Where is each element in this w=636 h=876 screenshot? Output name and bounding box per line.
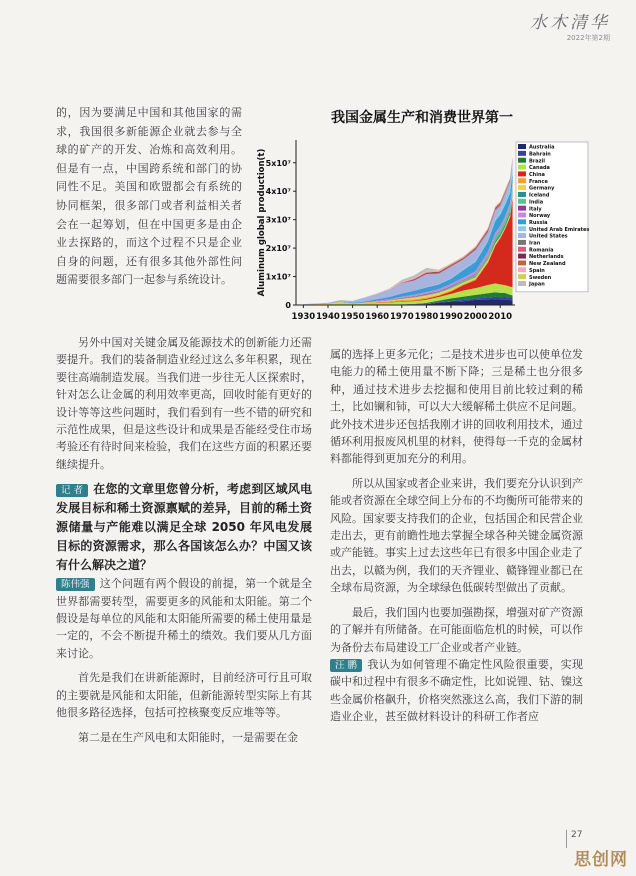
masthead (530, 8, 610, 43)
legend-label: Australia (529, 144, 555, 151)
legend-label: Norway (529, 213, 551, 220)
x-tick-label: 1980 (414, 312, 439, 322)
question-text: 在您的文章里您曾分析，考虑到区域风电发展目标和稀土资源禀赋的差异，目前的稀土资源储量与产能难以满足全球 2050 年风电发展目标的资源需求，那么各国该怎么办？中国又该有什么解决之道？ (56, 482, 312, 573)
legend-label: United Arab Emirates (529, 226, 590, 233)
legend-swatch (518, 151, 526, 156)
answer-text: 这个问题有两个假设的前提，第一个就是全世界都需要转型，需要更多的风能和太阳能。第二个假设是每单位的风能和太阳能所需要的稀土使用量是一定的，不会不断提升稀土的绩效。我们要从几方面来讨论。 (56, 577, 312, 660)
chart-title: 我国金属生产和消费世界第一 (331, 110, 513, 126)
legend-label: Spain (529, 267, 545, 274)
legend-swatch (518, 165, 526, 170)
legend-label: Sweden (529, 274, 552, 281)
x-tick-label: 1930 (291, 312, 316, 322)
question-text: 我认为如何管理不确定性风险很重要，实现碳中和过程中有很多不确定性，比如说锂、钴、镍这些金属价格飙升，价格突然涨这么高，我们下游的制造业企业，甚至做材料设计的科研工作者应 (330, 657, 583, 724)
legend-label: Brazil (529, 158, 545, 165)
legend-label: Italy (529, 206, 542, 213)
y-tick-label: 0 (285, 301, 291, 310)
paragraph: 属的选择上更多元化；二是技术进步也可以使单位发电能力的稀土使用量不断下降；三是稀土也分很多种，通过技术进步去挖掘和使用目前比较过剩的稀土，比如镧和铈，可以大大缓解稀土供应不足问题。此外技术进步还包括我刚才讲的回收利用技术，通过循环利用报废风机里的材料，使得每一千克的金属材料都能得到更加充分的利用。 (330, 348, 583, 466)
legend-label: India (529, 199, 544, 206)
legend-swatch (518, 192, 526, 197)
legend-swatch (518, 206, 526, 211)
legend-swatch (518, 185, 526, 190)
legend-label: Russia (529, 219, 548, 226)
x-tick-label: 2000 (463, 312, 488, 322)
legend-label: China (529, 172, 545, 178)
question-1 (56, 480, 312, 575)
legend-swatch (518, 213, 526, 218)
paragraph: 第二是在生产风电和太阳能时，一是需要在金 (78, 730, 298, 744)
watermark: 思创网 (574, 850, 628, 870)
legend-swatch (518, 219, 526, 224)
y-tick-label: 2x10⁷ (265, 244, 291, 254)
legend-swatch (518, 158, 526, 163)
x-tick-label: 2010 (488, 312, 513, 322)
chart-svg (252, 102, 592, 327)
legend-swatch (518, 260, 526, 265)
y-tick-label: 5x10⁷ (265, 158, 291, 168)
x-tick-label: 1970 (389, 312, 414, 322)
speaker-badge: 陈伟强 (56, 578, 95, 591)
legend-label: Romania (529, 247, 554, 254)
aluminum-production-chart (252, 102, 592, 327)
y-tick-label: 1x10⁷ (265, 272, 291, 282)
right-column (330, 346, 583, 726)
legend-label: Germany (529, 185, 555, 192)
speaker-badge: 汪 鹏 (330, 659, 362, 672)
paragraph: 最后，我们国内也要加强勘探，增强对矿产资源的了解并有所储备。在可能面临危机的时候，可以作为备份去布局建设工厂企业或者产业链。 (330, 605, 583, 654)
legend-label: New Zealand (529, 261, 566, 268)
answer-1 (56, 575, 312, 662)
paragraph: 首先是我们在讲新能源时，目前经济可行且可取的主要就是风能和太阳能，但新能源转型实际上有其他很多路径选择，包括可控核聚变反应堆等等。 (56, 671, 312, 720)
legend-swatch (518, 178, 526, 183)
legend-label: Iran (529, 240, 541, 247)
left-column (56, 334, 312, 746)
legend-swatch (518, 254, 526, 259)
x-tick-label: 1960 (365, 312, 390, 322)
legend-label: Canada (529, 165, 550, 172)
legend-label: Iceland (529, 192, 550, 199)
legend-box (516, 142, 588, 292)
y-tick-label: 4x10⁷ (265, 187, 291, 197)
legend-label: France (529, 178, 548, 185)
legend-swatch (518, 226, 526, 231)
legend-label: United States (529, 233, 568, 240)
legend-swatch (518, 247, 526, 252)
legend-swatch (518, 240, 526, 245)
legend-swatch (518, 281, 526, 286)
y-tick-label: 3x10⁷ (265, 215, 291, 225)
legend-swatch (518, 274, 526, 279)
x-tick-label: 1990 (439, 312, 463, 322)
legend-swatch (518, 171, 526, 176)
page-number: 27 (566, 830, 582, 848)
text-top-left (56, 104, 242, 290)
legend-swatch (518, 144, 526, 149)
legend-swatch (518, 199, 526, 204)
x-tick-label: 1940 (316, 312, 340, 322)
legend-label: Japan (529, 281, 545, 288)
magazine-logo: 水木清华 (530, 13, 610, 33)
legend-swatch (518, 233, 526, 238)
paragraph: 所以从国家或者企业来讲，我们要充分认识到产能或者资源在全球空间上分布的不均衡所可能带来的风险。国家要支持我们的企业，包括国企和民营企业走出去，更有前瞻性地去掌握全球各种关键金属资源或产能链。事实上过去这些年已有很多中国企业走了出去，以赣为例，我们的天齐锂业、赣锋锂业都已在全球布局资源，为全球绿色低碳转型做出了贡献。 (330, 476, 583, 595)
legend-label: Netherlands (529, 254, 564, 261)
x-tick-label: 1950 (340, 312, 365, 322)
legend-label: Bahrain (529, 151, 551, 158)
issue-label: 2022年第2期 (566, 34, 610, 42)
question-2 (330, 656, 583, 726)
legend-swatch (518, 267, 526, 272)
speaker-badge: 记 者 (56, 484, 88, 497)
paragraph: 另外中国对关键金属及能源技术的创新能力还需要提升。我们的装备制造业经过这么多年积累，现在要往高端制造发展。当我们进一步往无人区探索时，针对怎么让金属的利用效率更高，回收时能有更好的设计等等这些问题时，我们看到有一些不错的研究和示范性成果，但是这些设计和成果是否能经受住市场考验还有待时间来检验，我们在这些方面的积累还要继续提升。 (56, 336, 312, 471)
paragraph: 的，因为要满足中国和其他国家的需求，我国很多新能源企业就去参与全球的矿产的开发、冶炼和高效利用。但是有一点，中国跨系统和部门的协同性不足。美国和欧盟都会有系统的协同框架，很多部门或者利益相关者会在一起筹划，但在中国更多是由企业去探路的，而这个过程不只是企业自身的问题，还有很多其他外部性问题需要很多部门一起参与系统设计。 (56, 106, 242, 287)
y-axis-label: Aluminum global production(t) (257, 148, 267, 297)
